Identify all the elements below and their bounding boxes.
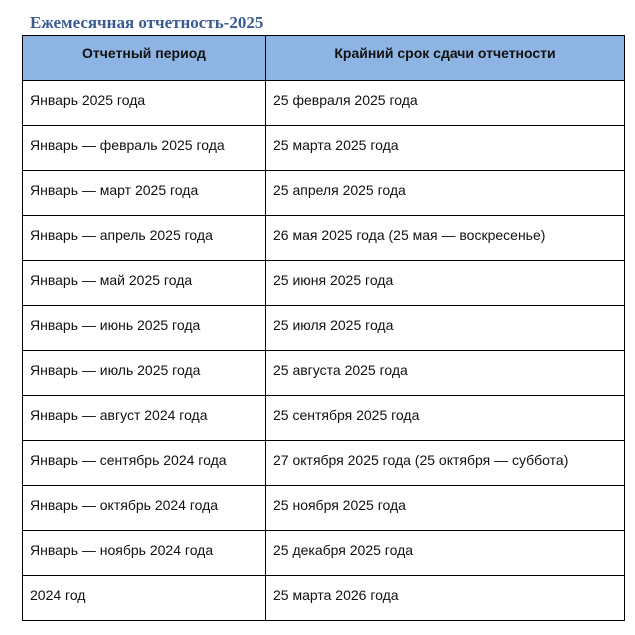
period-cell: Январь — май 2025 года	[23, 261, 266, 306]
period-cell: Январь — июнь 2025 года	[23, 306, 266, 351]
header-deadline: Крайний срок сдачи отчетности	[266, 36, 625, 81]
deadline-cell: 25 марта 2026 года	[266, 576, 625, 621]
table-row	[23, 261, 625, 306]
reporting-deadlines-table	[22, 35, 625, 621]
deadline-cell: 25 февраля 2025 года	[266, 81, 625, 126]
period-cell: 2024 год	[23, 576, 266, 621]
period-cell: Январь — сентябрь 2024 года	[23, 441, 266, 486]
deadline-cell: 25 апреля 2025 года	[266, 171, 625, 216]
deadline-cell: 25 ноября 2025 года	[266, 486, 625, 531]
table-row	[23, 306, 625, 351]
table-row	[23, 126, 625, 171]
deadline-cell: 27 октября 2025 года (25 октября — суббота)	[266, 441, 625, 486]
table-row	[23, 576, 625, 621]
period-cell: Январь — июль 2025 года	[23, 351, 266, 396]
table-row	[23, 351, 625, 396]
deadline-cell: 25 августа 2025 года	[266, 351, 625, 396]
period-cell: Январь — апрель 2025 года	[23, 216, 266, 261]
header-reporting-period: Отчетный период	[23, 36, 266, 81]
deadline-cell: 25 сентября 2025 года	[266, 396, 625, 441]
deadline-cell: 25 июля 2025 года	[266, 306, 625, 351]
period-cell: Январь — ноябрь 2024 года	[23, 531, 266, 576]
table-row	[23, 171, 625, 216]
table-row	[23, 396, 625, 441]
period-cell: Январь — октябрь 2024 года	[23, 486, 266, 531]
table-row	[23, 531, 625, 576]
table-row	[23, 486, 625, 531]
period-cell: Январь — август 2024 года	[23, 396, 266, 441]
period-cell: Январь — февраль 2025 года	[23, 126, 266, 171]
deadline-cell: 25 июня 2025 года	[266, 261, 625, 306]
period-cell: Январь — март 2025 года	[23, 171, 266, 216]
period-cell: Январь 2025 года	[23, 81, 266, 126]
deadline-cell: 25 декабря 2025 года	[266, 531, 625, 576]
deadline-cell: 26 мая 2025 года (25 мая — воскресенье)	[266, 216, 625, 261]
table-header-row	[23, 36, 625, 81]
page-title: Ежемесячная отчетность-2025	[30, 13, 264, 32]
table-row	[23, 81, 625, 126]
deadline-cell: 25 марта 2025 года	[266, 126, 625, 171]
table-row	[23, 216, 625, 261]
table-row	[23, 441, 625, 486]
